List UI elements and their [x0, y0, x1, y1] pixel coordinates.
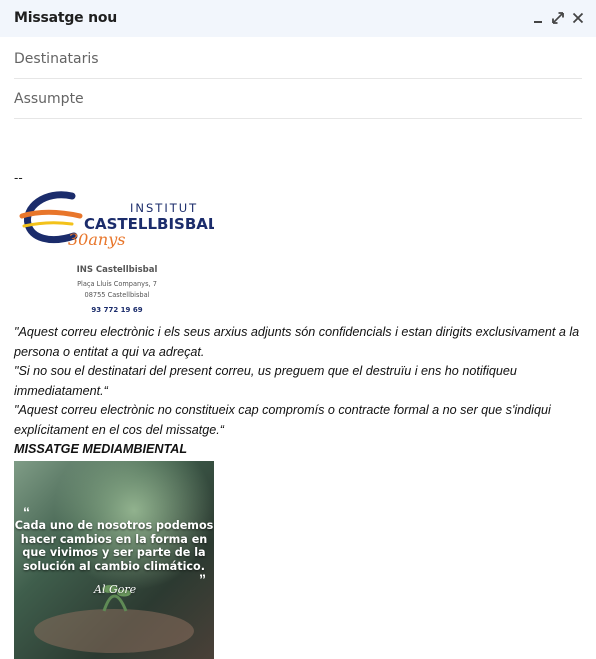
minimize-button[interactable]	[530, 9, 546, 27]
disclaimer-notify: "Si no sou el destinatari del present correu, us preguem que el destruïu i ens ho notifiqueu immediatament.“	[14, 364, 517, 398]
recipients-row	[14, 39, 582, 79]
quote-line: que vivimos y ser parte de la	[22, 546, 206, 560]
signature-disclaimer	[14, 323, 584, 441]
compose-title: Missatge nou	[14, 10, 118, 26]
minimize-icon	[530, 9, 546, 27]
quote-line: solución al cambio climático.	[23, 559, 205, 573]
close-icon	[570, 9, 586, 27]
compose-header	[0, 0, 596, 37]
disclaimer-no-commitment: "Aquest correu electrònic no constitueix cap compromís o contracte formal a no ser que s'indiqui explícitament en el cos del missatge.“	[14, 403, 551, 437]
logo-line1: INSTITUT	[130, 201, 199, 215]
subject-placeholder: Assumpte	[14, 91, 84, 107]
disclaimer-confidential: "Aquest correu electrònic i els seus arxius adjunts són confidencials i estan dirigits exclusivament a la persona o entitat a qui va adreçat.	[14, 325, 580, 359]
subject-input[interactable]	[14, 79, 582, 117]
quote-line: Cada uno de nosotros podemos	[14, 519, 214, 532]
logo-name: INS Castellbisbal	[76, 265, 158, 275]
quote-author: Al Gore	[94, 583, 137, 596]
close-quote: ”	[199, 571, 206, 587]
close-button[interactable]	[570, 9, 586, 27]
recipients-input[interactable]	[14, 39, 582, 77]
subject-row	[14, 79, 582, 119]
logo-address2: 08755 Castellbisbal	[84, 291, 150, 299]
logo-line2: CASTELLBISBAL	[84, 215, 214, 233]
logo-address1: Plaça Lluís Companys, 7	[77, 280, 157, 288]
recipients-placeholder: Destinataris	[14, 51, 99, 67]
fullscreen-button[interactable]	[550, 9, 566, 27]
environment-heading: MISSATGE MEDIAMBIENTAL	[14, 442, 188, 456]
institute-logo	[14, 186, 214, 318]
quote-line: hacer cambios en la forma en	[20, 532, 208, 546]
signature-separator: --	[14, 170, 23, 185]
logo-badge: 30anys	[68, 230, 126, 249]
logo-phone: 93 772 19 69	[91, 306, 143, 314]
open-quote: “	[23, 504, 30, 520]
environment-image	[14, 461, 214, 659]
expand-icon	[550, 9, 566, 27]
environment-quote	[14, 519, 214, 573]
